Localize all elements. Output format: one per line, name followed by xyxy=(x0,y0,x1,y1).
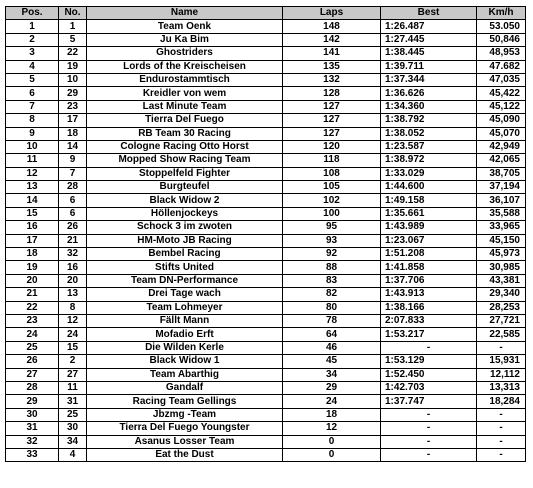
cell-team-name: Bembel Racing xyxy=(87,248,283,261)
cell-best-lap: 1:38.445 xyxy=(381,47,477,60)
cell-pos: 31 xyxy=(6,422,59,435)
table-row xyxy=(6,234,526,247)
cell-best-lap: 1:41.858 xyxy=(381,261,477,274)
table-row xyxy=(6,60,526,73)
table-row xyxy=(6,100,526,113)
cell-team-name: Fällt Mann xyxy=(87,314,283,327)
cell-pos: 16 xyxy=(6,221,59,234)
cell-laps: 141 xyxy=(283,47,381,60)
cell-no: 24 xyxy=(59,328,87,341)
cell-pos: 3 xyxy=(6,47,59,60)
header-row xyxy=(6,7,526,20)
cell-no: 6 xyxy=(59,194,87,207)
cell-team-name: Stoppelfeld Fighter xyxy=(87,167,283,180)
cell-team-name: Gandalf xyxy=(87,381,283,394)
cell-no: 9 xyxy=(59,154,87,167)
cell-speed: 15,931 xyxy=(477,355,526,368)
cell-laps: 118 xyxy=(283,154,381,167)
cell-no: 18 xyxy=(59,127,87,140)
race-results-table xyxy=(5,6,526,462)
cell-speed: 45,150 xyxy=(477,234,526,247)
cell-team-name: Black Widow 2 xyxy=(87,194,283,207)
cell-no: 13 xyxy=(59,288,87,301)
header-laps: Laps xyxy=(283,7,381,20)
cell-best-lap: 1:38.792 xyxy=(381,114,477,127)
cell-no: 12 xyxy=(59,314,87,327)
cell-speed: 28,253 xyxy=(477,301,526,314)
cell-speed: 43,381 xyxy=(477,274,526,287)
cell-speed: 22,585 xyxy=(477,328,526,341)
cell-speed: - xyxy=(477,408,526,421)
cell-laps: 102 xyxy=(283,194,381,207)
cell-pos: 26 xyxy=(6,355,59,368)
cell-no: 7 xyxy=(59,167,87,180)
cell-team-name: Last Minute Team xyxy=(87,100,283,113)
cell-team-name: RB Team 30 Racing xyxy=(87,127,283,140)
cell-team-name: Cologne Racing Otto Horst xyxy=(87,140,283,153)
cell-best-lap: 1:34.360 xyxy=(381,100,477,113)
cell-best-lap: - xyxy=(381,341,477,354)
cell-pos: 8 xyxy=(6,114,59,127)
cell-no: 14 xyxy=(59,140,87,153)
cell-pos: 22 xyxy=(6,301,59,314)
cell-laps: 18 xyxy=(283,408,381,421)
cell-best-lap: 1:53.129 xyxy=(381,355,477,368)
cell-pos: 15 xyxy=(6,207,59,220)
cell-speed: 42,949 xyxy=(477,140,526,153)
table-row xyxy=(6,140,526,153)
cell-best-lap: 1:35.661 xyxy=(381,207,477,220)
cell-speed: 30,985 xyxy=(477,261,526,274)
cell-pos: 4 xyxy=(6,60,59,73)
cell-team-name: Die Wilden Kerle xyxy=(87,341,283,354)
header-pos: Pos. xyxy=(6,7,59,20)
cell-best-lap: 1:26.487 xyxy=(381,20,477,33)
cell-pos: 17 xyxy=(6,234,59,247)
cell-best-lap: 1:37.706 xyxy=(381,274,477,287)
cell-laps: 82 xyxy=(283,288,381,301)
cell-speed: 37,194 xyxy=(477,181,526,194)
cell-speed: 27,721 xyxy=(477,314,526,327)
cell-team-name: Mopped Show Racing Team xyxy=(87,154,283,167)
cell-best-lap: - xyxy=(381,408,477,421)
cell-no: 21 xyxy=(59,234,87,247)
table-row xyxy=(6,288,526,301)
cell-team-name: Ju Ka Bim xyxy=(87,33,283,46)
cell-team-name: Kreidler von wem xyxy=(87,87,283,100)
cell-team-name: Drei Tage wach xyxy=(87,288,283,301)
header-best: Best xyxy=(381,7,477,20)
table-row xyxy=(6,221,526,234)
cell-speed: 45,090 xyxy=(477,114,526,127)
table-row xyxy=(6,261,526,274)
cell-pos: 29 xyxy=(6,395,59,408)
cell-pos: 9 xyxy=(6,127,59,140)
cell-pos: 27 xyxy=(6,368,59,381)
cell-speed: 45,122 xyxy=(477,100,526,113)
cell-no: 16 xyxy=(59,261,87,274)
cell-pos: 13 xyxy=(6,181,59,194)
cell-laps: 95 xyxy=(283,221,381,234)
cell-team-name: Schock 3 im zwoten xyxy=(87,221,283,234)
cell-best-lap: - xyxy=(381,422,477,435)
table-row xyxy=(6,274,526,287)
cell-pos: 30 xyxy=(6,408,59,421)
cell-pos: 6 xyxy=(6,87,59,100)
cell-pos: 11 xyxy=(6,154,59,167)
cell-no: 10 xyxy=(59,73,87,86)
cell-team-name: Stifts United xyxy=(87,261,283,274)
cell-best-lap: 1:37.747 xyxy=(381,395,477,408)
cell-speed: 36,107 xyxy=(477,194,526,207)
cell-speed: 47,035 xyxy=(477,73,526,86)
cell-laps: 148 xyxy=(283,20,381,33)
cell-best-lap: 1:52.450 xyxy=(381,368,477,381)
cell-laps: 88 xyxy=(283,261,381,274)
cell-speed: 50,846 xyxy=(477,33,526,46)
cell-no: 1 xyxy=(59,20,87,33)
cell-no: 29 xyxy=(59,87,87,100)
cell-pos: 24 xyxy=(6,328,59,341)
cell-team-name: Burgteufel xyxy=(87,181,283,194)
cell-pos: 19 xyxy=(6,261,59,274)
table-row xyxy=(6,341,526,354)
cell-speed: 29,340 xyxy=(477,288,526,301)
cell-pos: 14 xyxy=(6,194,59,207)
cell-no: 15 xyxy=(59,341,87,354)
cell-team-name: Team Oenk xyxy=(87,20,283,33)
cell-pos: 12 xyxy=(6,167,59,180)
table-row xyxy=(6,368,526,381)
cell-pos: 28 xyxy=(6,381,59,394)
cell-laps: 80 xyxy=(283,301,381,314)
cell-pos: 10 xyxy=(6,140,59,153)
cell-laps: 135 xyxy=(283,60,381,73)
table-row xyxy=(6,33,526,46)
cell-best-lap: 1:43.989 xyxy=(381,221,477,234)
cell-best-lap: 1:44.600 xyxy=(381,181,477,194)
cell-speed: - xyxy=(477,448,526,461)
cell-pos: 1 xyxy=(6,20,59,33)
cell-team-name: Mofadio Erft xyxy=(87,328,283,341)
cell-laps: 45 xyxy=(283,355,381,368)
cell-laps: 132 xyxy=(283,73,381,86)
cell-no: 2 xyxy=(59,355,87,368)
cell-speed: 53.050 xyxy=(477,20,526,33)
cell-pos: 7 xyxy=(6,100,59,113)
cell-team-name: Ghostriders xyxy=(87,47,283,60)
table-row xyxy=(6,355,526,368)
cell-best-lap: 1:42.703 xyxy=(381,381,477,394)
cell-team-name: HM-Moto JB Racing xyxy=(87,234,283,247)
cell-speed: 47.682 xyxy=(477,60,526,73)
table-row xyxy=(6,422,526,435)
cell-best-lap: - xyxy=(381,435,477,448)
cell-pos: 33 xyxy=(6,448,59,461)
cell-team-name: Jbzmg -Team xyxy=(87,408,283,421)
table-row xyxy=(6,20,526,33)
cell-laps: 46 xyxy=(283,341,381,354)
table-row xyxy=(6,248,526,261)
table-row xyxy=(6,435,526,448)
cell-best-lap: - xyxy=(381,448,477,461)
cell-speed: 35,588 xyxy=(477,207,526,220)
cell-laps: 29 xyxy=(283,381,381,394)
cell-no: 8 xyxy=(59,301,87,314)
cell-no: 31 xyxy=(59,395,87,408)
cell-speed: 12,112 xyxy=(477,368,526,381)
cell-no: 25 xyxy=(59,408,87,421)
cell-speed: 13,313 xyxy=(477,381,526,394)
table-row xyxy=(6,448,526,461)
cell-laps: 78 xyxy=(283,314,381,327)
cell-no: 26 xyxy=(59,221,87,234)
header-name: Name xyxy=(87,7,283,20)
header-speed: Km/h xyxy=(477,7,526,20)
cell-laps: 93 xyxy=(283,234,381,247)
table-row xyxy=(6,194,526,207)
table-row xyxy=(6,301,526,314)
cell-team-name: Tierra Del Fuego Youngster xyxy=(87,422,283,435)
cell-laps: 127 xyxy=(283,127,381,140)
cell-best-lap: 2:07.833 xyxy=(381,314,477,327)
cell-no: 6 xyxy=(59,207,87,220)
cell-team-name: Team Abarthig xyxy=(87,368,283,381)
cell-no: 30 xyxy=(59,422,87,435)
table-row xyxy=(6,381,526,394)
cell-speed: 18,284 xyxy=(477,395,526,408)
cell-speed: - xyxy=(477,435,526,448)
cell-no: 28 xyxy=(59,181,87,194)
cell-speed: 45,070 xyxy=(477,127,526,140)
header-no: No. xyxy=(59,7,87,20)
cell-team-name: Black Widow 1 xyxy=(87,355,283,368)
cell-best-lap: 1:33.029 xyxy=(381,167,477,180)
table-row xyxy=(6,314,526,327)
table-row xyxy=(6,114,526,127)
cell-best-lap: 1:49.158 xyxy=(381,194,477,207)
cell-team-name: Höllenjockeys xyxy=(87,207,283,220)
table-row xyxy=(6,127,526,140)
cell-team-name: Lords of the Kreischeisen xyxy=(87,60,283,73)
cell-best-lap: 1:36.626 xyxy=(381,87,477,100)
cell-speed: 45,422 xyxy=(477,87,526,100)
table-row xyxy=(6,154,526,167)
cell-laps: 127 xyxy=(283,100,381,113)
cell-laps: 120 xyxy=(283,140,381,153)
table-row xyxy=(6,207,526,220)
cell-laps: 128 xyxy=(283,87,381,100)
cell-laps: 12 xyxy=(283,422,381,435)
cell-speed: - xyxy=(477,422,526,435)
cell-laps: 127 xyxy=(283,114,381,127)
table-row xyxy=(6,328,526,341)
cell-laps: 108 xyxy=(283,167,381,180)
cell-laps: 0 xyxy=(283,435,381,448)
cell-no: 11 xyxy=(59,381,87,394)
cell-no: 4 xyxy=(59,448,87,461)
cell-pos: 23 xyxy=(6,314,59,327)
cell-speed: 42,065 xyxy=(477,154,526,167)
cell-best-lap: 1:51.208 xyxy=(381,248,477,261)
cell-speed: 45,973 xyxy=(477,248,526,261)
results-body xyxy=(6,20,526,462)
cell-laps: 92 xyxy=(283,248,381,261)
cell-best-lap: 1:23.587 xyxy=(381,140,477,153)
cell-no: 17 xyxy=(59,114,87,127)
cell-speed: 33,965 xyxy=(477,221,526,234)
cell-no: 22 xyxy=(59,47,87,60)
cell-best-lap: 1:27.445 xyxy=(381,33,477,46)
cell-best-lap: 1:43.913 xyxy=(381,288,477,301)
cell-pos: 18 xyxy=(6,248,59,261)
cell-speed: 38,705 xyxy=(477,167,526,180)
cell-team-name: Asanus Losser Team xyxy=(87,435,283,448)
cell-best-lap: 1:53.217 xyxy=(381,328,477,341)
cell-best-lap: 1:23.067 xyxy=(381,234,477,247)
cell-no: 27 xyxy=(59,368,87,381)
cell-laps: 34 xyxy=(283,368,381,381)
cell-laps: 64 xyxy=(283,328,381,341)
cell-team-name: Endurostammtisch xyxy=(87,73,283,86)
cell-no: 32 xyxy=(59,248,87,261)
cell-no: 19 xyxy=(59,60,87,73)
cell-speed: 48,953 xyxy=(477,47,526,60)
cell-team-name: Team Lohmeyer xyxy=(87,301,283,314)
cell-pos: 32 xyxy=(6,435,59,448)
cell-no: 20 xyxy=(59,274,87,287)
table-row xyxy=(6,87,526,100)
cell-best-lap: 1:38.166 xyxy=(381,301,477,314)
cell-team-name: Eat the Dust xyxy=(87,448,283,461)
cell-pos: 20 xyxy=(6,274,59,287)
cell-laps: 0 xyxy=(283,448,381,461)
cell-best-lap: 1:37.344 xyxy=(381,73,477,86)
cell-pos: 2 xyxy=(6,33,59,46)
cell-pos: 21 xyxy=(6,288,59,301)
cell-no: 5 xyxy=(59,33,87,46)
table-row xyxy=(6,73,526,86)
cell-best-lap: 1:38.972 xyxy=(381,154,477,167)
table-row xyxy=(6,167,526,180)
cell-team-name: Team DN-Performance xyxy=(87,274,283,287)
cell-team-name: Tierra Del Fuego xyxy=(87,114,283,127)
cell-laps: 83 xyxy=(283,274,381,287)
table-row xyxy=(6,47,526,60)
cell-laps: 24 xyxy=(283,395,381,408)
cell-pos: 5 xyxy=(6,73,59,86)
cell-speed: - xyxy=(477,341,526,354)
cell-pos: 25 xyxy=(6,341,59,354)
cell-no: 34 xyxy=(59,435,87,448)
cell-best-lap: 1:39.711 xyxy=(381,60,477,73)
cell-laps: 100 xyxy=(283,207,381,220)
table-row xyxy=(6,395,526,408)
cell-laps: 142 xyxy=(283,33,381,46)
table-row xyxy=(6,408,526,421)
cell-no: 23 xyxy=(59,100,87,113)
table-row xyxy=(6,181,526,194)
cell-team-name: Racing Team Gellings xyxy=(87,395,283,408)
cell-best-lap: 1:38.052 xyxy=(381,127,477,140)
cell-laps: 105 xyxy=(283,181,381,194)
